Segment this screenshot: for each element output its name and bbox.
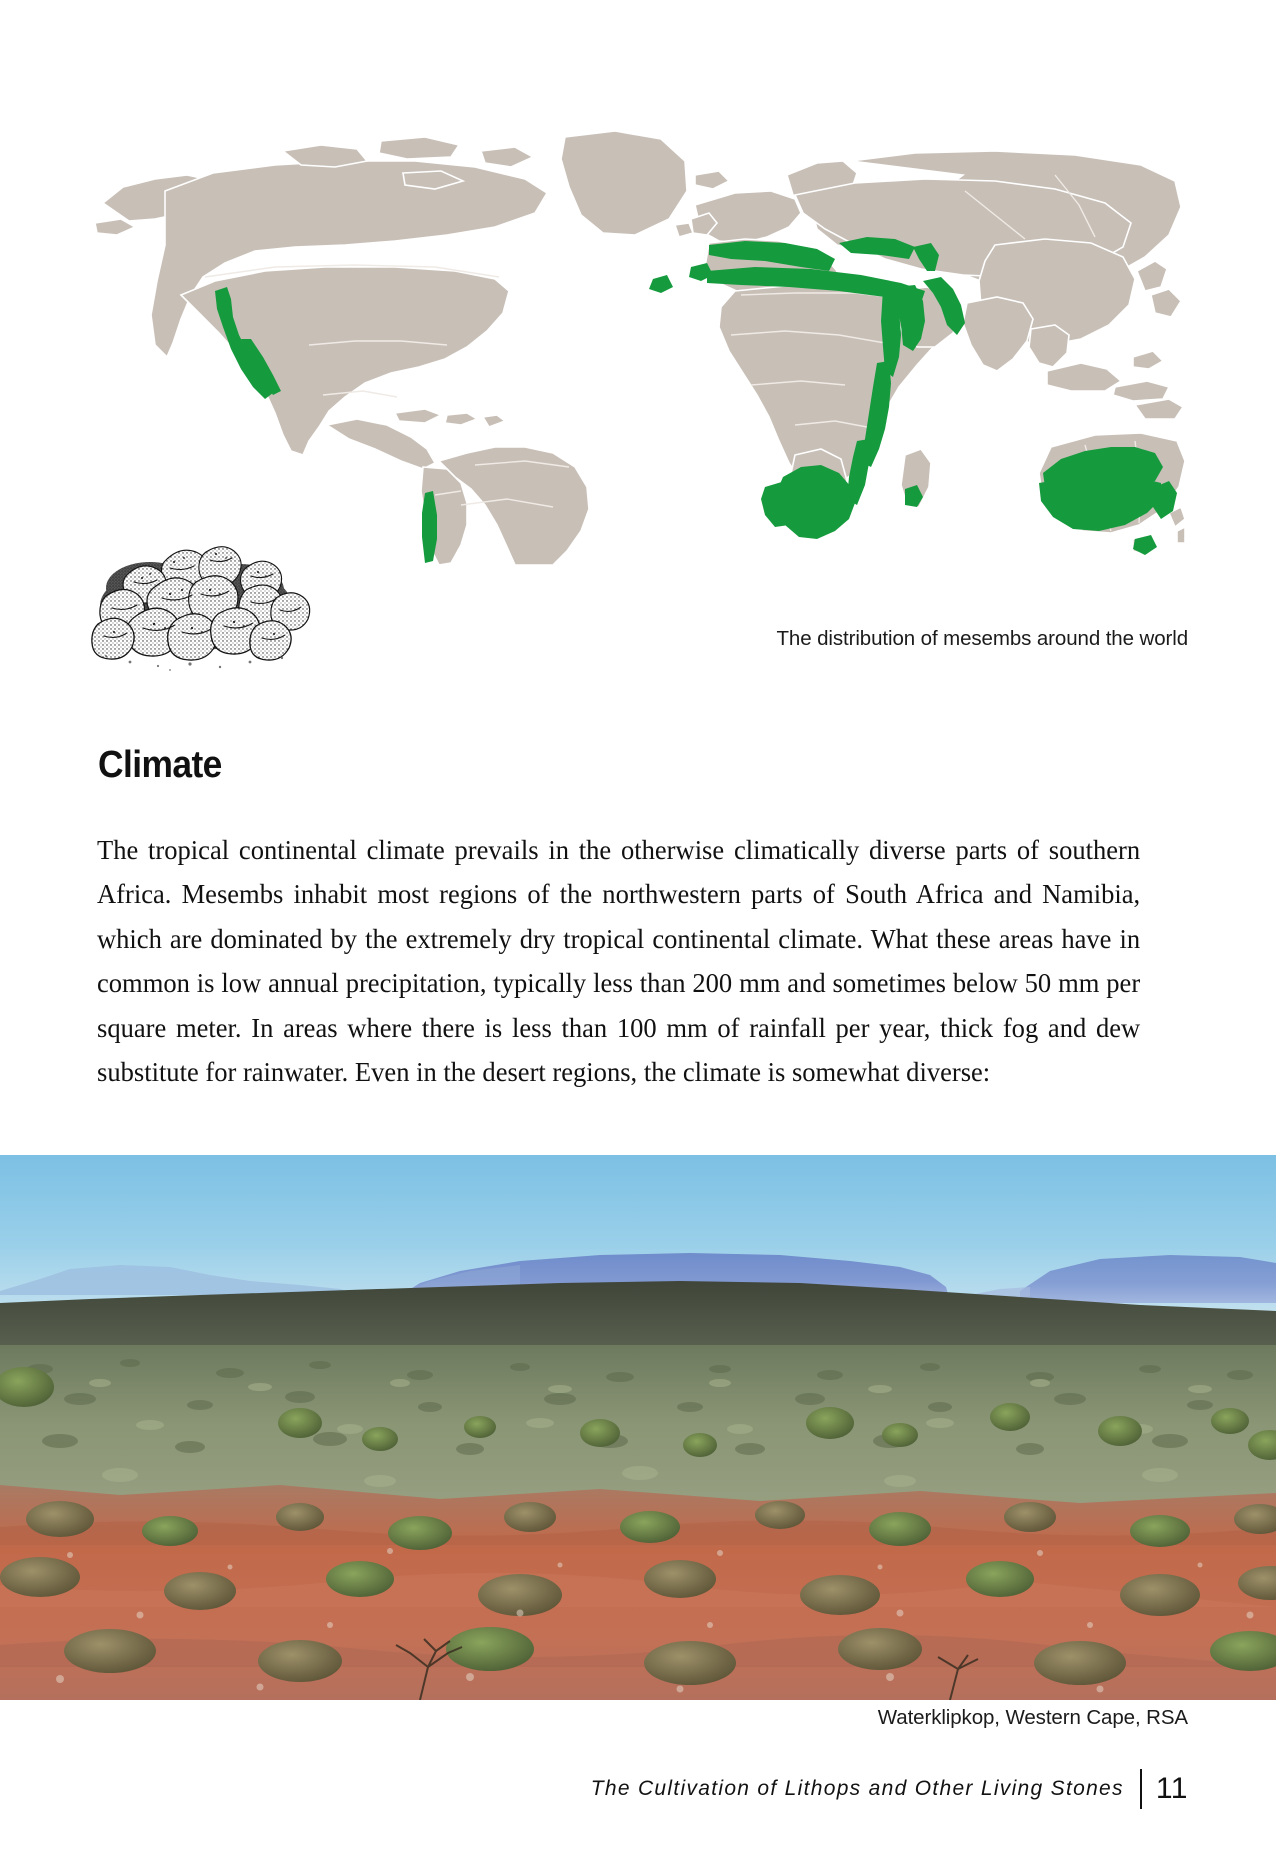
page-footer [591, 1768, 1188, 1810]
lithops-drawing-graphic [70, 528, 322, 678]
body-paragraph: The tropical continental climate prevails in the otherwise climatically diverse parts of southern Africa. Mesembs inhabit most regions of the northwestern parts of South Africa and Namibia, which are dominated by the extremely dry tropical continental climate. What these areas have in common is low annual precipitation, typically less than 200 mm and sometimes below 50 mm per square meter. In areas where there is less than 100 mm of rainfall per year, thick fog and dew substitute for rainwater. Even in the desert regions, the climate is somewhat diverse: [97, 833, 1141, 1087]
landscape-photograph [0, 1155, 1276, 1700]
map-caption: The distribution of mesembs around the world [776, 627, 1188, 650]
lithops-cluster-illustration [70, 528, 322, 678]
footer-divider [1140, 1769, 1142, 1809]
photo-caption: Waterklipkop, Western Cape, RSA [877, 1706, 1188, 1729]
footer-book-title: The Cultivation of Lithops and Other Living Stones [590, 1777, 1124, 1800]
section-heading-climate: Climate [98, 743, 222, 786]
photo-graphic [0, 1155, 1276, 1700]
world-map-graphic [95, 95, 1185, 565]
world-distribution-map [95, 95, 1185, 565]
page-number: 11 [1155, 1772, 1188, 1805]
